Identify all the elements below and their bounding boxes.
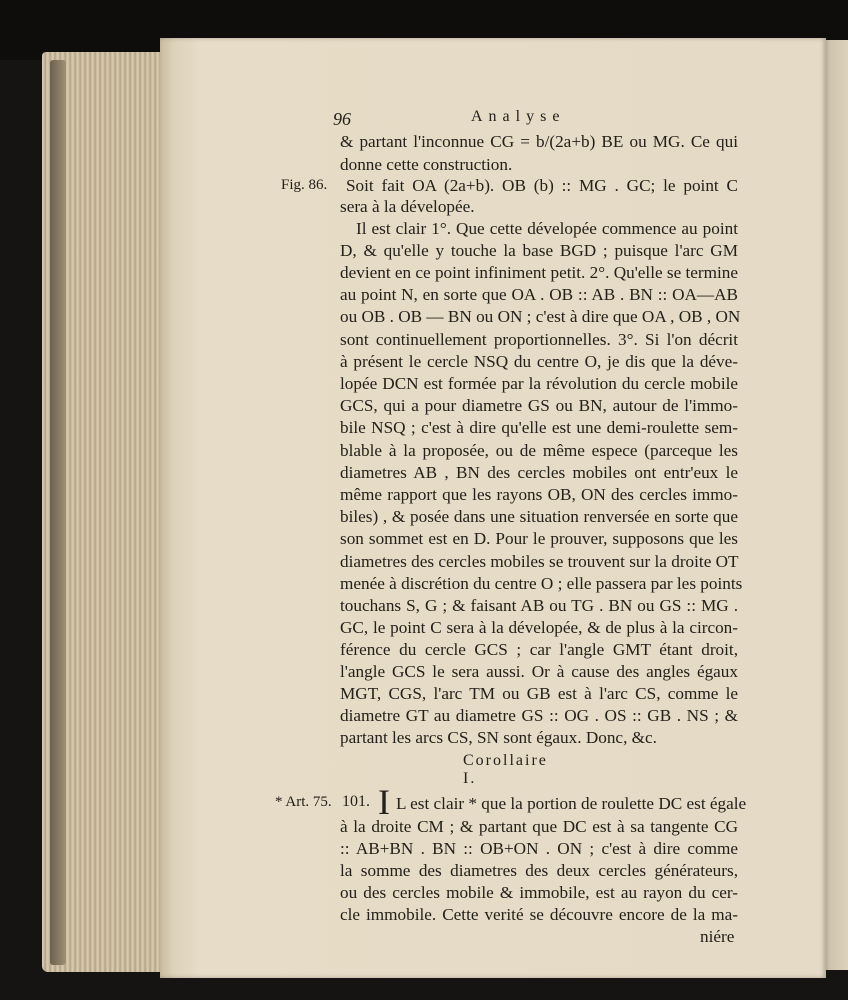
text-line: menée à discrétion du centre O ; elle passera par les points: [340, 574, 743, 593]
text-line: GCS, qui a pour diametre GS ou BN, autour de l'immo-: [340, 396, 738, 415]
drop-cap: I: [378, 782, 390, 822]
text-line: ou des cercles mobile & immobile, est au rayon du cer-: [340, 883, 738, 902]
text-line: & partant l'inconnue CG = b/(2a+b) BE ou MG. Ce qui: [340, 132, 738, 151]
catchword: niére: [700, 927, 735, 946]
text-line: sont continuellement proportionnelles. 3°. Si l'on décrit: [340, 330, 738, 349]
running-header: Analyse: [471, 108, 566, 125]
figure-reference: Fig. 86.: [281, 177, 328, 193]
text-line: même rapport que les rayons OB, ON des cercles immo-: [340, 485, 738, 504]
text-line: blable à la proposée, ou de même espece (parceque les: [340, 441, 738, 460]
text-line: D, & qu'elle y touche la base BGD ; puisque l'arc GM: [340, 241, 738, 260]
text-line: GC, le point C sera à la dévelopée, & de plus à la circon-: [340, 618, 738, 637]
text-line: sera à la dévelopée.: [340, 197, 475, 216]
text-line: férence du cercle GCS ; car l'angle GMT étant droit,: [340, 640, 738, 659]
text-line: MGT, CGS, l'arc TM ou GB est à l'arc CS, comme le: [340, 684, 738, 703]
text-line: à présent le cercle NSQ du centre O, je dis que la déve-: [340, 352, 738, 371]
text-line: diametres des cercles mobiles se trouvent sur la droite OT: [340, 552, 739, 571]
text-line: lopée DCN est formée par la révolution du cercle mobile: [340, 374, 738, 393]
text-line: ou OB . OB — BN ou ON ; c'est à dire que OA , OB , ON: [340, 307, 741, 326]
text-line: bile NSQ ; c'est à dire qu'elle est une demi-roulette sem-: [340, 418, 738, 437]
text-line: L est clair * que la portion de roulette DC est égale: [396, 794, 747, 813]
text-line: Soit fait OA (2a+b). OB (b) :: MG . GC; le point C: [346, 176, 738, 195]
paragraph-number: 101.: [342, 793, 370, 810]
text-line: diametres AB , BN des cercles mobiles ont entr'eux le: [340, 463, 738, 482]
page-number: 96: [333, 109, 351, 129]
article-reference: * Art. 75.: [275, 794, 332, 810]
text-line: son sommet est en D. Pour le prouver, supposons que les: [340, 529, 738, 548]
text-line: devient en ce point infiniment petit. 2°. Qu'elle se termine: [340, 263, 739, 282]
binding-edge: [50, 60, 66, 965]
text-line: à la droite CM ; & partant que DC est à sa tangente CG: [340, 817, 738, 836]
text-line: biles) , & posée dans une situation renversée en sorte que: [340, 507, 738, 526]
text-line: diametre GT au diametre GS :: OG . OS :: GB . NS ; &: [340, 706, 738, 725]
text-line: Il est clair 1°. Que cette dévelopée commence au point: [356, 219, 738, 238]
text-line: donne cette construction.: [340, 155, 513, 174]
text-line: cle immobile. Cette verité se découvre encore de la ma-: [340, 905, 738, 924]
text-line: :: AB+BN . BN :: OB+ON . ON ; c'est à dire comme: [340, 839, 738, 858]
text-line: l'angle GCS le sera aussi. Or à cause des angles égaux: [340, 662, 738, 681]
text-line: la somme des diametres des deux cercles générateurs,: [340, 861, 738, 880]
text-line: au point N, en sorte que OA . OB :: AB . BN :: OA—AB: [340, 285, 738, 304]
text-line: touchans S, G ; & faisant AB ou TG . BN ou GS :: MG .: [340, 596, 738, 615]
text-line: partant les arcs CS, SN sont égaux. Donc, &c.: [340, 728, 657, 747]
section-title: Corollaire I.: [463, 752, 548, 787]
